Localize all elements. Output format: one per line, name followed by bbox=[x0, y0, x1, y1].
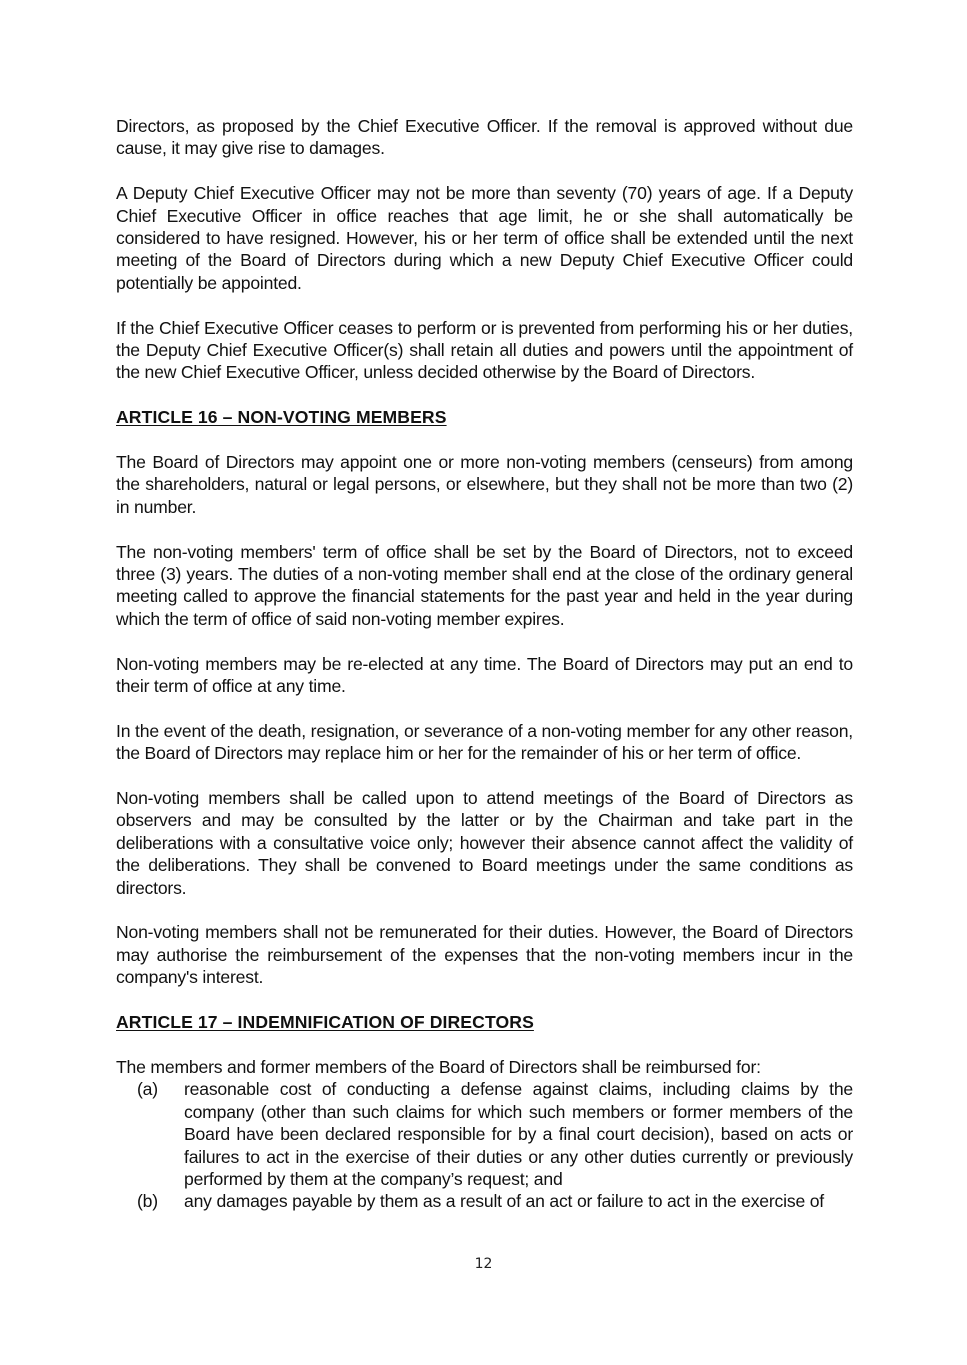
article-16-paragraph-remuneration: Non-voting members shall not be remunerated for their duties. However, the Board of Directors may authorise the reimbursement of the expenses that the non-voting members incur in the company's interest. bbox=[116, 922, 853, 988]
page-number: 12 bbox=[474, 1256, 493, 1272]
list-marker: (b) bbox=[137, 1191, 158, 1212]
article-16-heading: ARTICLE 16 – NON-VOTING MEMBERS bbox=[116, 407, 447, 428]
article-17-intro: The members and former members of the Board of Directors shall be reimbursed for: bbox=[116, 1056, 761, 1077]
list-marker: (a) bbox=[137, 1079, 158, 1100]
article-16-paragraph-term: The non-voting members' term of office shall be set by the Board of Directors, not to exceed three (3) years. The duties of a non-voting member shall end at the close of the ordinary general meeting called to approve the financial statements for the past year and held in the year during which the term of office of said non-voting member expires. bbox=[116, 541, 853, 629]
article-16-paragraph-appointment: The Board of Directors may appoint one or more non-voting members (censeurs) from among the shareholders, natural or legal persons, or elsewhere, but they shall not be more than two (2) in number. bbox=[116, 452, 853, 517]
paragraph-deputy-age-limit: A Deputy Chief Executive Officer may not be more than seventy (70) years of age. If a Deputy Chief Executive Officer in office reaches that age limit, he or she shall automatically be considered to have resigned. However, his or her term of office shall be extended until the next meeting of the Board of Directors during which a new Deputy Chief Executive Officer could potentially be appointed. bbox=[116, 183, 853, 293]
article-17-list bbox=[116, 1078, 853, 1212]
paragraph-deputy-retain-duties: If the Chief Executive Officer ceases to perform or is prevented from performing his or her duties, the Deputy Chief Executive Officer(s) shall retain all duties and powers until the appointment of the new Chief Executive Officer, unless decided otherwise by the Board of Directors. bbox=[116, 317, 853, 383]
article-17-heading: ARTICLE 17 – INDEMNIFICATION OF DIRECTORS bbox=[116, 1012, 534, 1033]
paragraph-removal-damages: Directors, as proposed by the Chief Executive Officer. If the removal is approved without due cause, it may give rise to damages. bbox=[116, 116, 853, 159]
list-item bbox=[116, 1190, 853, 1212]
list-item bbox=[116, 1078, 853, 1190]
list-item-text: reasonable cost of conducting a defense against claims, including claims by the company (other than such claims for which such members or former members of the Board have been declared responsible for by a final court decision), based on acts or failures to act in the exercise of their duties or any other duties currently or previously performed by them at the company’s request; and bbox=[184, 1079, 853, 1189]
document-page bbox=[116, 115, 853, 1213]
article-16-paragraph-attendance: Non-voting members shall be called upon to attend meetings of the Board of Directors as observers and may be consulted by the latter or by the Chairman and take part in the deliberations with a consultative voice only; however their absence cannot affect the validity of the deliberations. They shall be convened to Board meetings under the same conditions as directors. bbox=[116, 788, 853, 898]
article-16-paragraph-replacement: In the event of the death, resignation, or severance of a non-voting member for any other reason, the Board of Directors may replace him or her for the remainder of his or her term of office. bbox=[116, 720, 853, 764]
list-item-text: any damages payable by them as a result of an act or failure to act in the exercise of bbox=[184, 1191, 824, 1212]
article-16-paragraph-reelection: Non-voting members may be re-elected at any time. The Board of Directors may put an end to their term of office at any time. bbox=[116, 653, 853, 697]
